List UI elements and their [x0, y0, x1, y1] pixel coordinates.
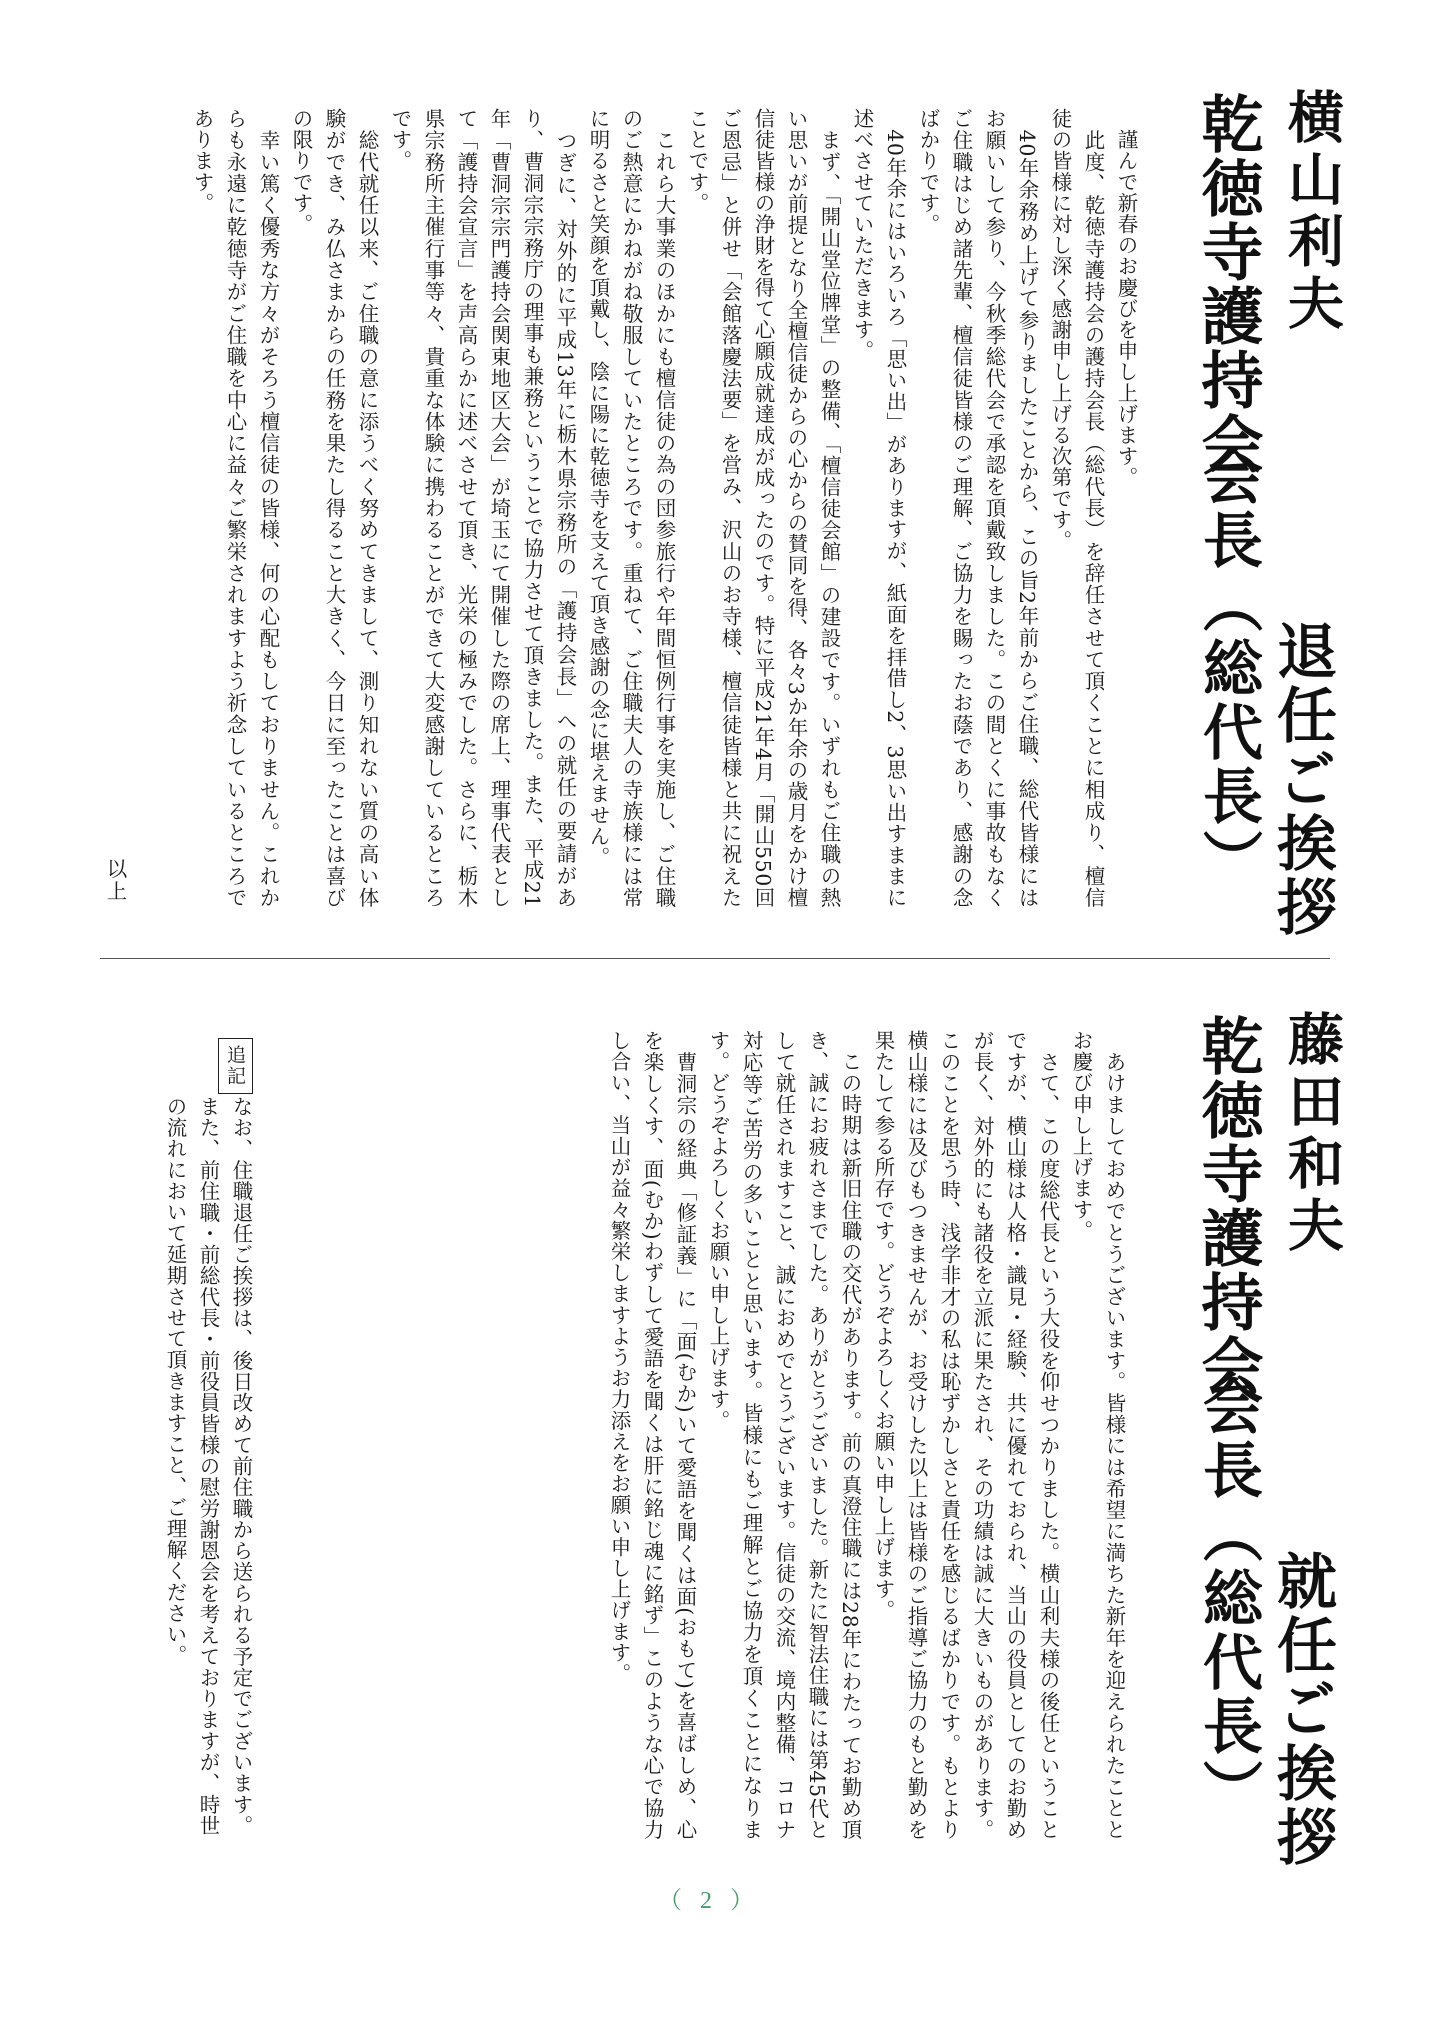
inauguration-section	[0, 960, 1430, 1920]
retirement-body: 謹んで新春のお慶びを申し上げます。 此度、乾徳寺護持会の護持会長（総代長）を辞任させて頂くことに相成り、檀信徒の皆様に対し深く感謝申し上げる次第です。 40年余務め上げて参りましたことから、この旨2年前からご住職、総代皆様にはお願いして参り、今秋季総代会で承認を頂戴致しました。この間とくに事故もなくご住職はじめ諸先輩、檀信徒皆様のご理解、ご協力を賜ったお蔭であり、感謝の念ばかりです。 40年余にはいろいろ「思い出」がありますが、紙面を拝借し2、3思い出すままに述べさせていただきます。 まず、「開山堂位牌堂」の整備、「檀信徒会館」の建設です。いずれもご住職の熱い思いが前提となり全檀信徒からの心からの賛同を得、各々3か年余の歳月をかけ檀信徒皆様の浄財を得て心願成就達成が成ったのです。特に平成21年4月「開山550回ご恩忌」と併せ「会館落慶法要」を営み、沢山のお寺様、檀信徒皆様と共に祝えたことです。 これら大事業のほかにも檀信徒の為の団参旅行や年間恒例行事を実施し、ご住職のご熱意にかねがね敬服していたところです。重ねて、ご住職夫人の寺族様には常に明るさと笑顔を頂戴し、陰に陽に乾徳寺を支えて頂き感謝の念に堪えません。 つぎに、対外的に平成13年に栃木県宗務所の「護持会長」への就任の要請があり、曹洞宗宗務庁の理事も兼務ということで協力させて頂きました。また、平成21年「曹洞宗宗門護持会関東地区大会」が埼玉にて開催した際の席上、理事代表として「護持会宣言」を声高らかに述べさせて頂き、光栄の極みでした。さらに、栃木県宗務所主催行事等々、貴重な体験に携わることができて大変感謝しているところです。 総代就任以来、ご住職の意に添うべく努めてきまして、測り知れない質の高い体験ができ、み仏さまからの任務を果たし得ること大きく、今日に至ったことは喜びの限りです。 幸い篤く優秀な方々がそろう檀信徒の皆様、何の心配もしておりません。これからも永遠に乾徳寺がご住職を中心に益々ご繁栄されますよう祈念しているところであります。	[190, 108, 1138, 908]
retirement-closing: 以上	[103, 858, 127, 903]
section-divider	[100, 958, 1330, 959]
retirement-title: 退任ご挨拶	[1267, 620, 1337, 940]
inauguration-org-name: 乾徳寺護持会	[1191, 1014, 1264, 1398]
retirement-position: 会長（総代長）	[1193, 445, 1263, 893]
inauguration-body: あけましておめでとうございます。皆様には希望に満ちた新年を迎えられたこととお慶び申し上げます。 さて、この度総代長という大役を仰せつかりました。横山利夫様の後任ということですが、横山様は人格・識見・経験、共に優れておられ、当山の役員としてのお勤めが長く、対外的にも諸役を立派に果たされ、その功績は誠に大きいものがあります。このことを思う時、浅学非才の私は恥ずかしさと責任を感じるばかりです。もとより横山様には及びもつきませんが、お受けした以上は皆様のご指導ご協力のもと勤めを果たして参る所存です。どうぞよろしくお願い申し上げます。 この時期は新旧住職の交代があります。前の真澄住職には28年にわたってお勤め頂き、誠にお疲れさまでした。ありがとうございました。新たに智法住職には第45代として就任されますこと、誠におめでとうございます。信徒の交流、境内整備、コロナ対応等ご苦労の多いことと思います。皆様にもご理解とご協力を頂くことになります。どうぞよろしくお願い申し上げます。 曹洞宗の経典「修証義」に「面(むか)いて愛語を聞くは面(おもて)を喜ばしめ、心を楽しくす、面(むか)わずして愛語を聞くは肝に銘じ魂に銘ず」このような心で協力し合い、当山が益々繁栄しますようお力添えをお願い申し上げます。	[607, 1030, 1126, 1840]
retirement-section	[0, 0, 1430, 950]
postscript-body: なお、住職退任ご挨拶は、後日改めて前住職から送られる予定でございます。また、前住職・前総代長・前役員皆様の慰労謝恩会を考えておりますが、時世の流れにおいて延期させて頂きますこと、ご理解ください。	[163, 1096, 253, 1836]
page-number: （2）	[658, 1888, 772, 1914]
inauguration-title: 就任ご挨拶	[1267, 1550, 1337, 1870]
postscript-label: 追記	[218, 1038, 253, 1094]
retirement-author-name: 横山利夫	[1279, 88, 1345, 336]
inauguration-author-name: 藤田和夫	[1279, 1010, 1345, 1258]
inauguration-position: 会長（総代長）	[1193, 1375, 1263, 1823]
retirement-org-name: 乾徳寺護持会	[1191, 92, 1264, 476]
